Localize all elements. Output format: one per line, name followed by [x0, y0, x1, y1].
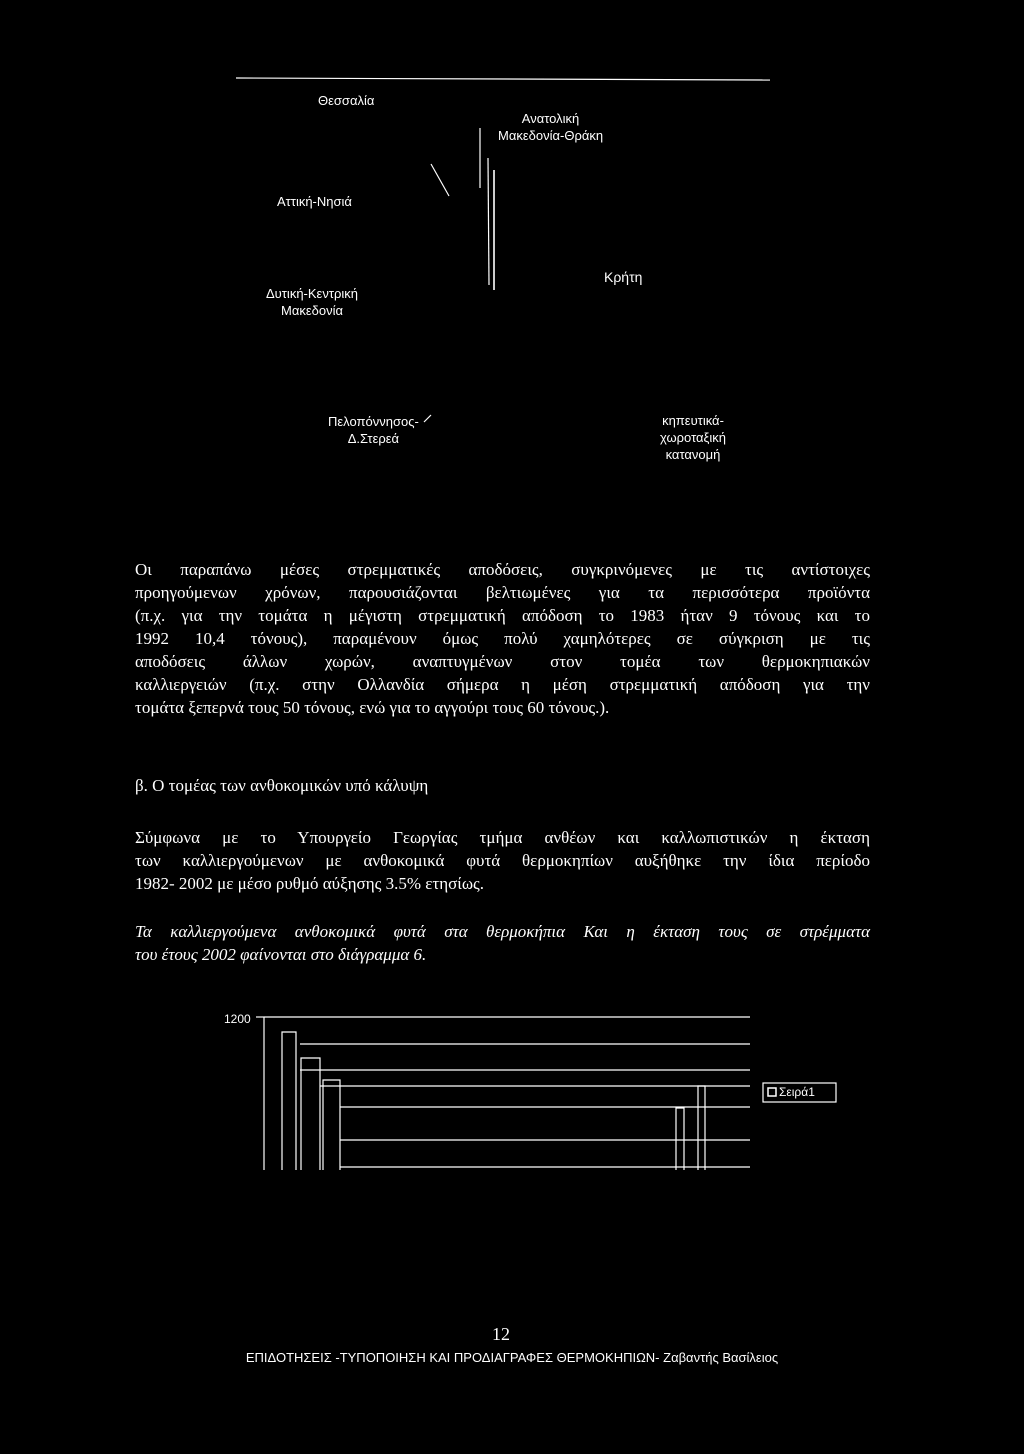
bar: [676, 1108, 684, 1170]
bar: [698, 1086, 705, 1170]
legend-label: Σειρά1: [779, 1085, 815, 1099]
paragraph-yields-line: αποδόσεις άλλων χωρών, αναπτυγμένων στον τομέα των θερμοκηπιακών: [135, 652, 870, 671]
label-thessalia: Θεσσαλία: [318, 93, 375, 108]
paragraph-diagram-intro-line: Τα καλλιεργούμενα ανθοκομικά φυτά στα θερμοκήπια Και η έκταση τους σε στρέμματα: [135, 922, 870, 941]
paragraph-diagram-intro-line: του έτους 2002 φαίνονται στο διάγραμμα 6.: [135, 945, 427, 964]
paragraph-yields-line: τομάτα ξεπερνά τους 50 τόνους, ενώ για το αγγούρι τους 60 τόνους.).: [135, 698, 610, 717]
label-anatoliki-line2: Μακεδονία-Θράκη: [498, 128, 604, 143]
label-peloponnisos-line1: Πελοπόννησος-: [328, 414, 419, 429]
page-number: 12: [492, 1324, 510, 1344]
paragraph-flowers-line: Σύμφωνα με το Υπουργείο Γεωργίας τμήμα ανθέων και καλλωπιστικών η έκταση: [135, 828, 870, 847]
pie-caption-line1: κηπευτικά-: [662, 413, 724, 428]
legend-swatch: [768, 1088, 776, 1096]
label-peloponnisos-line2: Δ.Στερεά: [347, 431, 400, 446]
label-dytiki-line2: Μακεδονία: [280, 303, 343, 318]
paragraph-yields-line: Οι παραπάνω μέσες στρεμματικές αποδόσεις, συγκρινόμενες με τις αντίστοιχες: [135, 560, 870, 579]
section-heading: β. Ο τομέας των ανθοκομικών υπό κάλυψη: [135, 776, 429, 795]
paragraph-flowers-line: των καλλιεργούμενων με ανθοκομικά φυτά θερμοκηπίων αυξήθηκε την ίδια περίοδο: [135, 851, 870, 870]
page-footer: ΕΠΙΔΟΤΗΣΕΙΣ -ΤΥΠΟΠΟΙΗΣΗ ΚΑΙ ΠΡΟΔΙΑΓΡΑΦΕΣ ΘΕΡΜΟΚΗΠΙΩΝ- Ζαβαντής Βασίλειος: [245, 1350, 779, 1365]
paragraph-yields-line: προηγούμενων χρόνων, παρουσιάζονται βελτιωμένες για τα περισσότερα προϊόντα: [135, 583, 870, 602]
bar: [323, 1080, 340, 1170]
paragraph-yields-line: (π.χ. για την τομάτα η μέγιστη στρεμματική απόδοση το 1983 ήταν 9 τόνους και το: [135, 606, 870, 625]
label-anatoliki-line1: Ανατολική: [521, 111, 580, 126]
paragraph-flowers-line: 1982- 2002 με μέσο ρυθμό αύξησης 3.5% ετησίως.: [135, 874, 484, 893]
bar: [282, 1032, 296, 1170]
label-dytiki-line1: Δυτική-Κεντρική: [266, 286, 358, 301]
bar: [301, 1058, 320, 1170]
pie-caption-line2: χωροταξική: [660, 430, 726, 445]
label-attiki: Αττική-Νησιά: [277, 194, 352, 209]
paragraph-yields-line: καλλιεργειών (π.χ. στην Ολλανδία σήμερα η μέση στρεμματική απόδοση για την: [135, 675, 870, 694]
paragraph-yields-line: 1992 10,4 τόνους), παραμένουν όμως πολύ χαμηλότερες σε σύγκριση με τις: [135, 629, 870, 648]
y-tick-label: 1200: [224, 1012, 251, 1026]
label-kriti: Κρήτη: [604, 269, 643, 285]
pie-caption-line3: κατανομή: [665, 447, 721, 462]
